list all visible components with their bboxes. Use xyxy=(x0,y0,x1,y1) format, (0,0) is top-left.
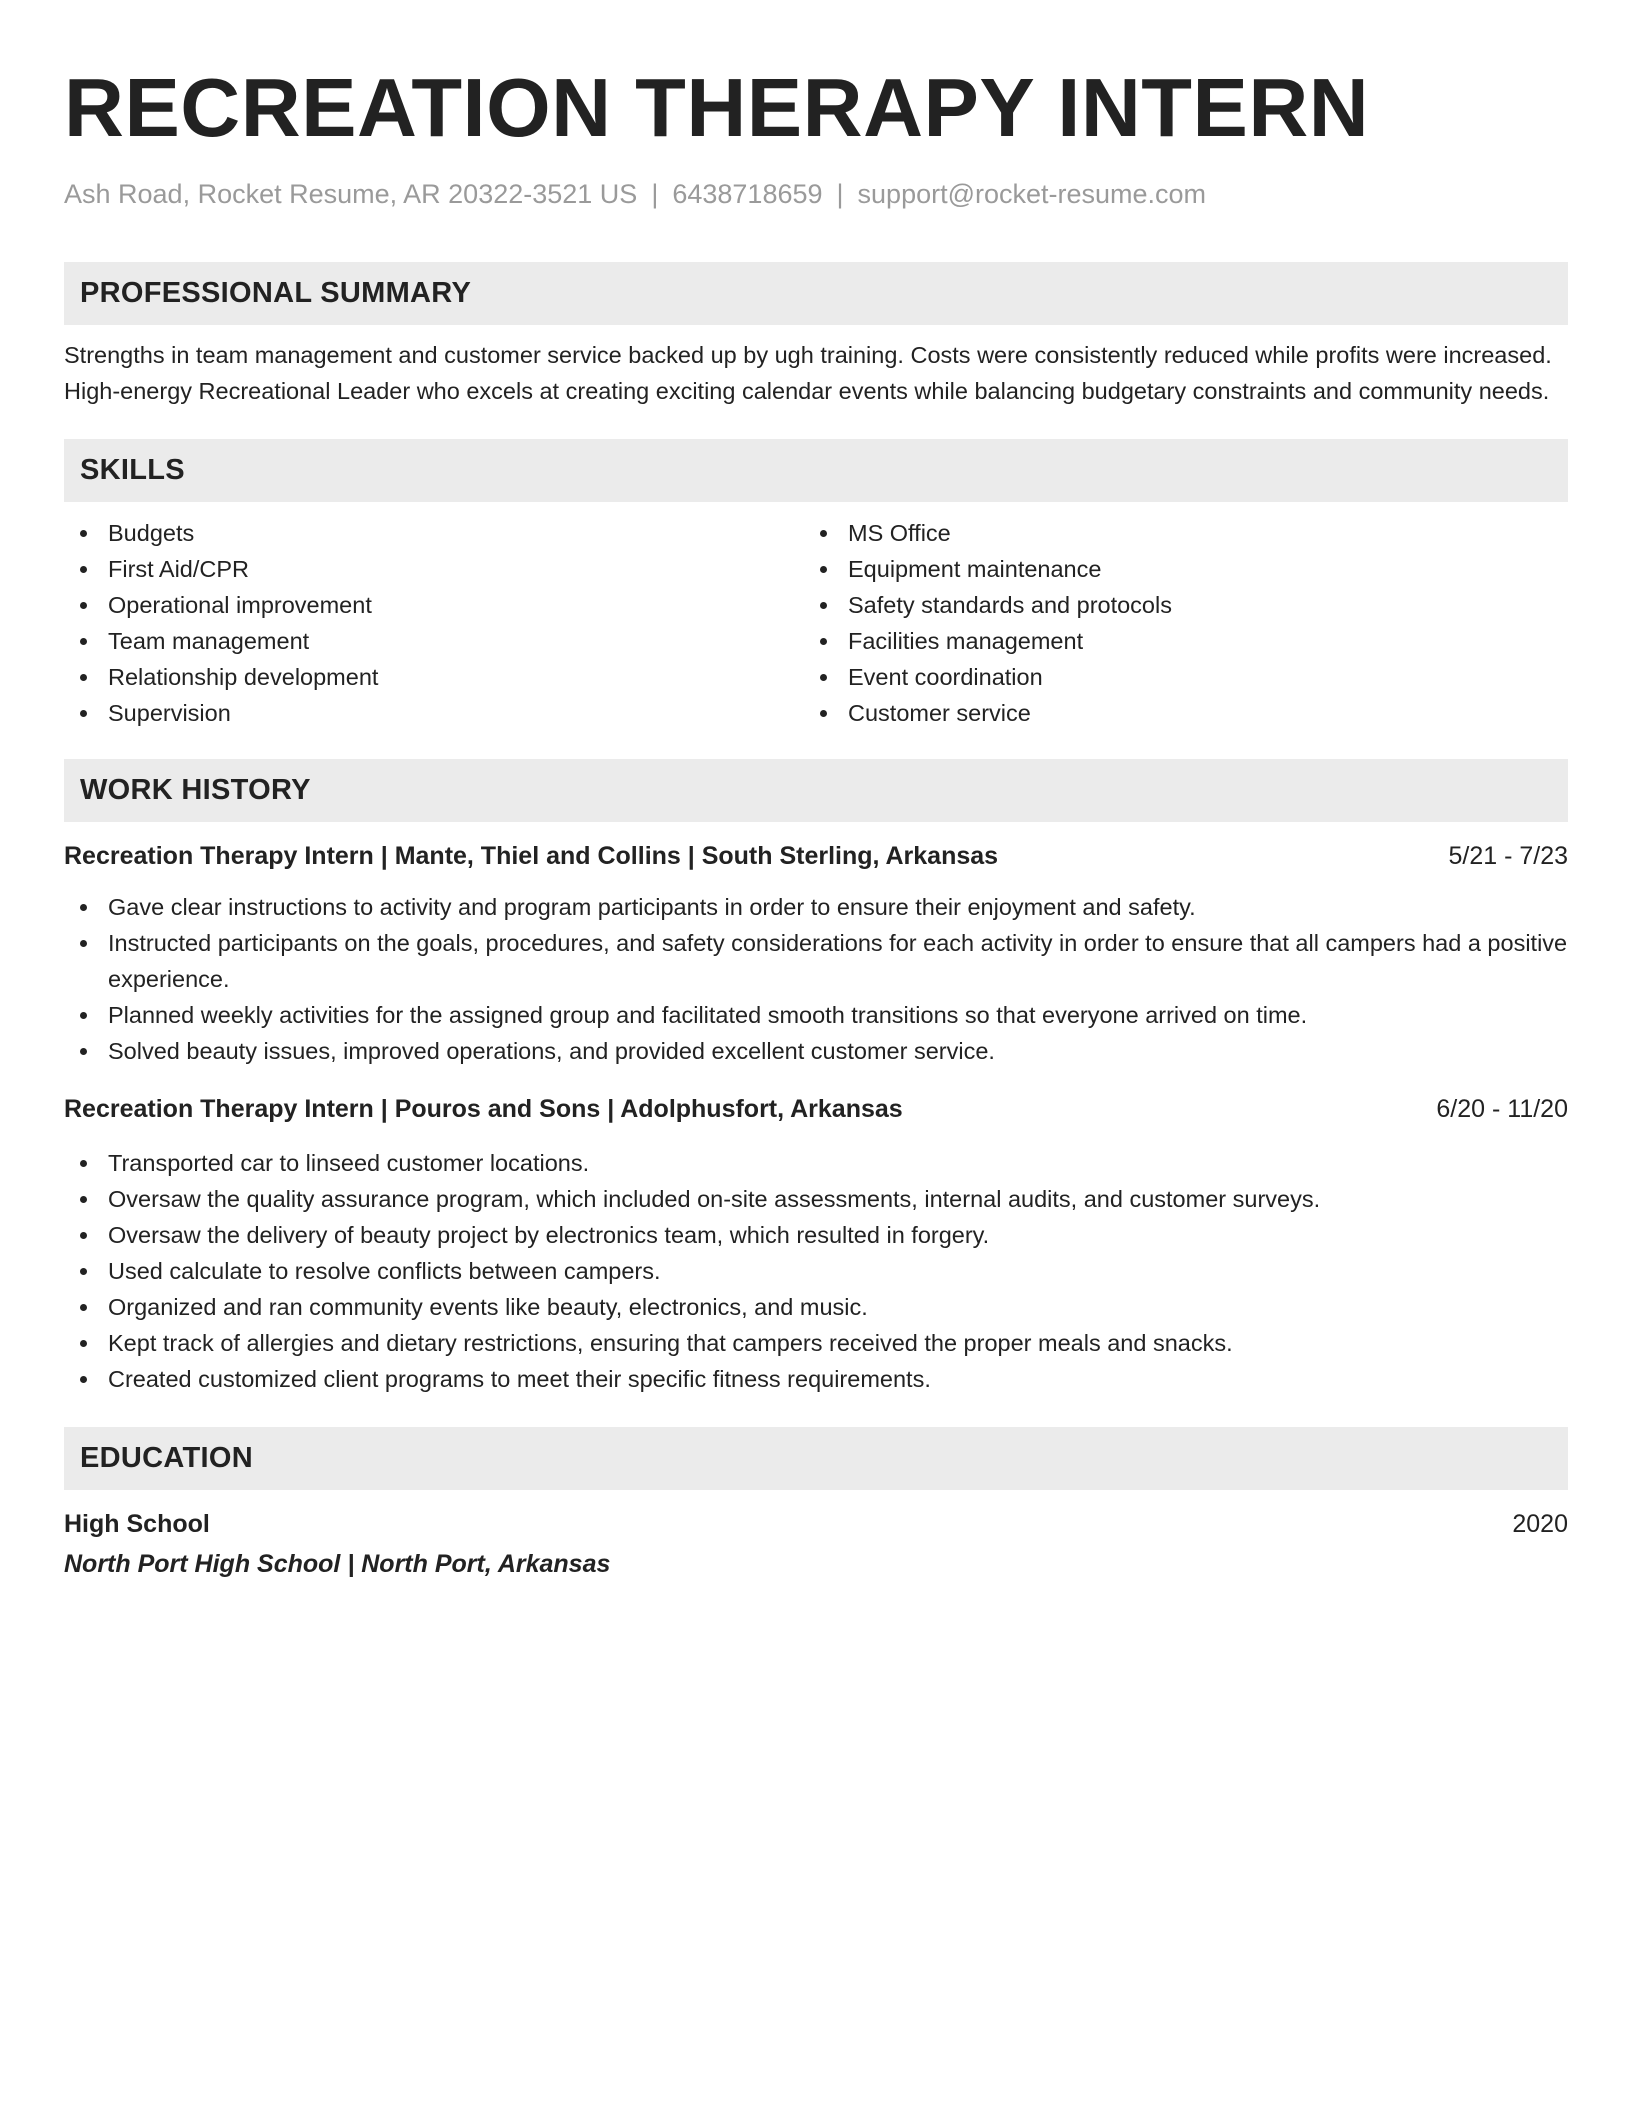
contact-address: Ash Road, Rocket Resume, AR 20322-3521 US xyxy=(64,179,638,209)
skill-item: Equipment maintenance xyxy=(804,551,1544,587)
skill-item: First Aid/CPR xyxy=(64,551,804,587)
contact-separator: | xyxy=(651,179,659,209)
skills-column-left xyxy=(64,515,804,731)
skill-item: Supervision xyxy=(64,695,804,731)
skill-item: Facilities management xyxy=(804,623,1544,659)
skill-item: Safety standards and protocols xyxy=(804,587,1544,623)
skill-item: Budgets xyxy=(64,515,804,551)
job-bullet: Instructed participants on the goals, procedures, and safety considerations for each activity in order to ensure that all campers had a positive experience. xyxy=(64,925,1568,997)
contact-email: support@rocket-resume.com xyxy=(857,179,1207,209)
candidate-name: RECREATION THERAPY INTERN xyxy=(64,61,1370,154)
skill-item: Team management xyxy=(64,623,804,659)
job-bullet: Transported car to linseed customer locations. xyxy=(64,1145,1568,1181)
education-degree: High School xyxy=(64,1510,210,1538)
work-history-heading: WORK HISTORY xyxy=(64,759,1568,822)
skill-item: Customer service xyxy=(804,695,1544,731)
skill-item: Relationship development xyxy=(64,659,804,695)
job-bullet: Created customized client programs to meet their specific fitness requirements. xyxy=(64,1361,1568,1397)
job-bullet: Organized and ran community events like beauty, electronics, and music. xyxy=(64,1289,1568,1325)
summary-heading: PROFESSIONAL SUMMARY xyxy=(64,262,1568,325)
job-header xyxy=(64,1091,1568,1127)
skills-column-right xyxy=(804,515,1544,731)
job-bullet: Oversaw the quality assurance program, which included on-site assessments, internal audits, and customer surveys. xyxy=(64,1181,1568,1217)
job-dates: 5/21 - 7/23 xyxy=(1448,842,1568,870)
job-entry xyxy=(64,838,1568,1069)
contact-separator: | xyxy=(836,179,844,209)
education-school: North Port High School | North Port, Arkansas xyxy=(64,1550,611,1578)
education-header xyxy=(64,1506,1568,1542)
skill-item: MS Office xyxy=(804,515,1544,551)
job-bullet: Gave clear instructions to activity and program participants in order to ensure their enjoyment and safety. xyxy=(64,889,1568,925)
job-bullet: Solved beauty issues, improved operations, and provided excellent customer service. xyxy=(64,1033,1568,1069)
contact-line xyxy=(64,176,1568,212)
skill-item: Operational improvement xyxy=(64,587,804,623)
skills-heading: SKILLS xyxy=(64,439,1568,502)
skills-list xyxy=(64,515,1568,731)
job-title: Recreation Therapy Intern | Pouros and Sons | Adolphusfort, Arkansas xyxy=(64,1095,903,1123)
job-bullets xyxy=(64,1145,1568,1397)
job-bullets xyxy=(64,889,1568,1069)
education-year: 2020 xyxy=(1512,1510,1568,1538)
job-bullet: Planned weekly activities for the assigned group and facilitated smooth transitions so that everyone arrived on time. xyxy=(64,997,1568,1033)
summary-text: Strengths in team management and customer service backed up by ugh training. Costs were consistently reduced while profits were increased. High-energy Recreational Leader who excels at creating exciting calendar events while balancing budgetary constraints and community needs. xyxy=(64,342,1552,404)
job-bullet: Oversaw the delivery of beauty project by electronics team, which resulted in forgery. xyxy=(64,1217,1568,1253)
job-bullet: Kept track of allergies and dietary restrictions, ensuring that campers received the proper meals and snacks. xyxy=(64,1325,1568,1361)
job-dates: 6/20 - 11/20 xyxy=(1436,1095,1568,1123)
skill-item: Event coordination xyxy=(804,659,1544,695)
job-entry xyxy=(64,1091,1568,1397)
job-title: Recreation Therapy Intern | Mante, Thiel and Collins | South Sterling, Arkansas xyxy=(64,842,999,870)
education-heading: EDUCATION xyxy=(64,1427,1568,1490)
job-bullet: Used calculate to resolve conflicts between campers. xyxy=(64,1253,1568,1289)
job-header xyxy=(64,838,1568,874)
contact-phone: 6438718659 xyxy=(672,179,823,209)
